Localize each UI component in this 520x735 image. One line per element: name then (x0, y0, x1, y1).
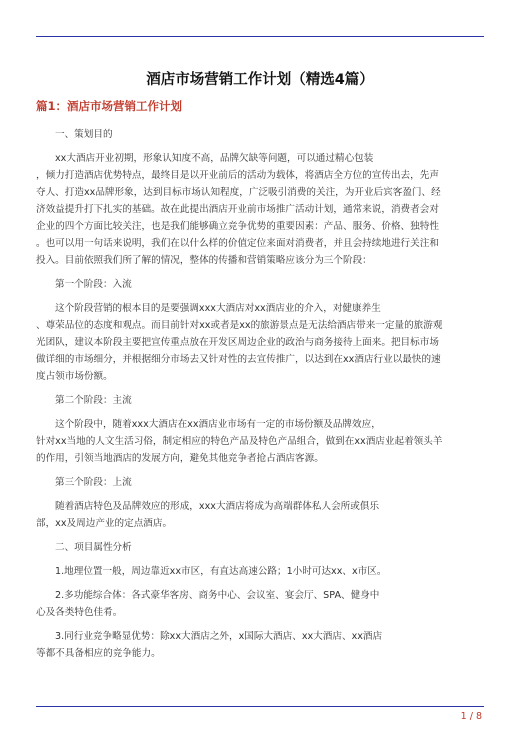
paragraph-line: 心及各类特色佳肴。 (36, 607, 123, 618)
paragraph-line: 度占领市场份额。 (36, 371, 113, 382)
paragraph-line: 投入。目前依照我们所了解的情况，整体的传播和营销策略应该分为三个阶段： (36, 255, 372, 266)
section-title: 篇1：酒店市场营销工作计划 (36, 99, 183, 113)
paragraph-line: 。也可以用一句话来说明，我们在以什么样的价值定位来面对消费者，并且会持续地进行关注和 (36, 238, 439, 249)
paragraph-line: 针对xx当地的人文生活习俗，制定相应的特色产品及特色产品组合，做到在xx酒店业起着领头羊 (36, 436, 443, 447)
paragraph-line: 等都不具备相应的竞争能力。 (36, 648, 161, 659)
paragraph-line: xx大酒店开业初期，形象认知度不高，品牌欠缺等问题，可以通过精心包装 (55, 153, 374, 164)
paragraph-line: 、尊荣品位的态度和观点。而目前针对xx或者是xx的旅游景点是无法给酒店带来一定量的旅游观 (36, 320, 443, 331)
paragraph-heading: 一、策划目的 (55, 129, 113, 140)
document-title: 酒店市场营销工作计划（精选4篇） (146, 72, 374, 88)
paragraph-line: 做详细的市场细分，并根据细分市场去又针对性的去宣传推广，以达到在xx酒店行业以最快的速 (36, 354, 441, 365)
paragraph-line: 这个阶段中，随着xxx大酒店在xx酒店业市场有一定的市场份额及品牌效应， (55, 419, 381, 430)
paragraph-line: 3.同行业竞争略显优势：除xx大酒店之外，x国际大酒店、xx大酒店、xx酒店 (55, 631, 383, 642)
paragraph-line: 夺人、打造xx品牌形象，达到目标市场认知程度，广泛吸引消费的关注，为开业后宾客盈门、经 (36, 187, 441, 198)
paragraph-line: ，倾力打造酒店优势特点，最终目是以开业前后的活动为载体，将酒店全方位的宣传出去，先声 (36, 170, 439, 181)
page-number: 1 / 8 (460, 711, 482, 722)
paragraph-line: 济效益提升打下扎实的基础。故在此提出酒店开业前市场推广活动计划，通常来说，消费者会对 (36, 204, 439, 215)
header-rule (36, 36, 484, 37)
paragraph-line: 2.多功能综合体：各式豪华客房、商务中心、会议室、宴会厅、SPA、健身中 (55, 590, 380, 601)
paragraph-heading: 第三个阶段：上流 (55, 477, 132, 488)
paragraph-heading: 二、项目属性分析 (55, 542, 132, 553)
paragraph-line: 的作用，引领当地酒店的发展方向，避免其他竞争者抢占酒店客源。 (36, 453, 324, 464)
footer-rule (36, 706, 484, 707)
paragraph-heading: 第一个阶段：入流 (55, 279, 132, 290)
paragraph-line: 随着酒店特色及品牌效应的形成，xxx大酒店将成为高端群体私人会所或俱乐 (55, 501, 380, 512)
paragraph-line: 这个阶段营销的根本目的是要强调xxx大酒店对xx酒店业的介入，对健康养生 (55, 303, 381, 314)
paragraph-line: 企业的四个方面比较关注，也是我们能够确立竞争优势的重要因素：产品、服务、价格、独特性 (36, 221, 439, 232)
document-body (36, 126, 484, 662)
paragraph-line: 1.地理位置一般，周边靠近xx市区，有直达高速公路；1小时可达xx、x市区。 (55, 566, 387, 577)
paragraph-line: 部，xx及周边产业的定点酒店。 (36, 518, 173, 529)
paragraph-heading: 第二个阶段：主流 (55, 395, 132, 406)
paragraph-line: 光团队，建议本阶段主要把宣传重点放在开发区周边企业的政治与商务接待上面来。把目标市场 (36, 337, 439, 348)
